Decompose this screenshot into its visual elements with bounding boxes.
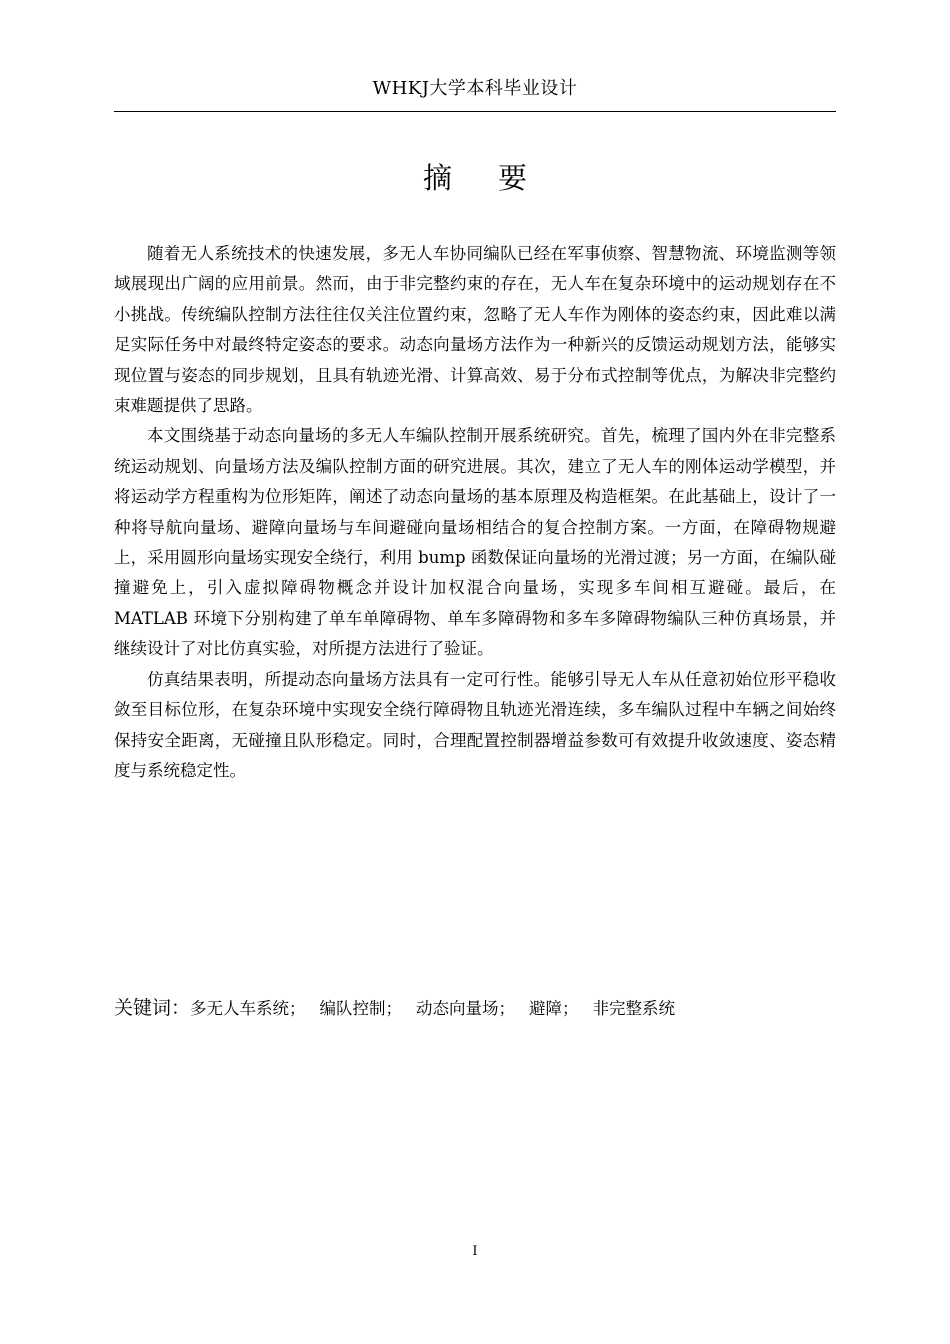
abstract-paragraph: 本文围绕基于动态向量场的多无人车编队控制开展系统研究。首先，梳理了国内外在非完整系统运动规划、向量场方法及编队控制方面的研究进展。其次，建立了无人车的刚体运动学模型，并将运动学方程重构为位形矩阵，阐述了动态向量场的基本原理及构造框架。在此基础上，设计了一种将导航向量场、避障向量场与车间避碰向量场相结合的复合控制方案。一方面，在障碍物规避上，采用圆形向量场实现安全绕行，利用 bump 函数保证向量场的光滑过渡；另一方面，在编队碰撞避免上，引入虚拟障碍物概念并设计加权混合向量场，实现多车间相互避碰。最后，在 MATLAB 环境下分别构建了单车单障碍物、单车多障碍物和多车多障碍物编队三种仿真场景，并继续设计了对比仿真实验，对所提方法进行了验证。 [114, 426, 836, 659]
abstract-paragraph: 仿真结果表明，所提动态向量场方法具有一定可行性。能够引导无人车从任意初始位形平稳收敛至目标位形，在复杂环境中实现安全绕行障碍物且轨迹光滑连续，多车编队过程中车辆之间始终保持安全距离，无碰撞且队形稳定。同时，合理配置控制器增益参数可有效提升收敛速度、姿态精度与系统稳定性。 [114, 669, 836, 780]
keyword-item: 多无人车系统； [190, 999, 306, 1018]
keyword-item: 避障； [529, 999, 579, 1018]
keyword-item: 动态向量场； [416, 999, 516, 1018]
keywords-label: 关键词： [114, 997, 191, 1019]
abstract-paragraph: 随着无人系统技术的快速发展，多无人车协同编队已经在军事侦察、智慧物流、环境监测等领域展现出广阔的应用前景。然而，由于非完整约束的存在，无人车在复杂环境中的运动规划存在不小挑战。传统编队控制方法往往仅关注位置约束，忽略了无人车作为刚体的姿态约束，因此难以满足实际任务中对最终特定姿态的要求。动态向量场方法作为一种新兴的反馈运动规划方法，能够实现位置与姿态的同步规划，且具有轨迹光滑、计算高效、易于分布式控制等优点，为解决非完整约束难题提供了思路。 [114, 244, 836, 416]
keyword-item: 非完整系统 [592, 999, 676, 1018]
abstract-body [114, 239, 836, 786]
keyword-item: 编队控制； [319, 999, 403, 1018]
running-header: WHKJ大学本科毕业设计 [372, 78, 578, 99]
page-number: I [472, 1244, 478, 1259]
keywords-line [114, 993, 836, 1024]
header-divider [114, 111, 836, 112]
abstract-title: 摘要 [422, 161, 573, 195]
